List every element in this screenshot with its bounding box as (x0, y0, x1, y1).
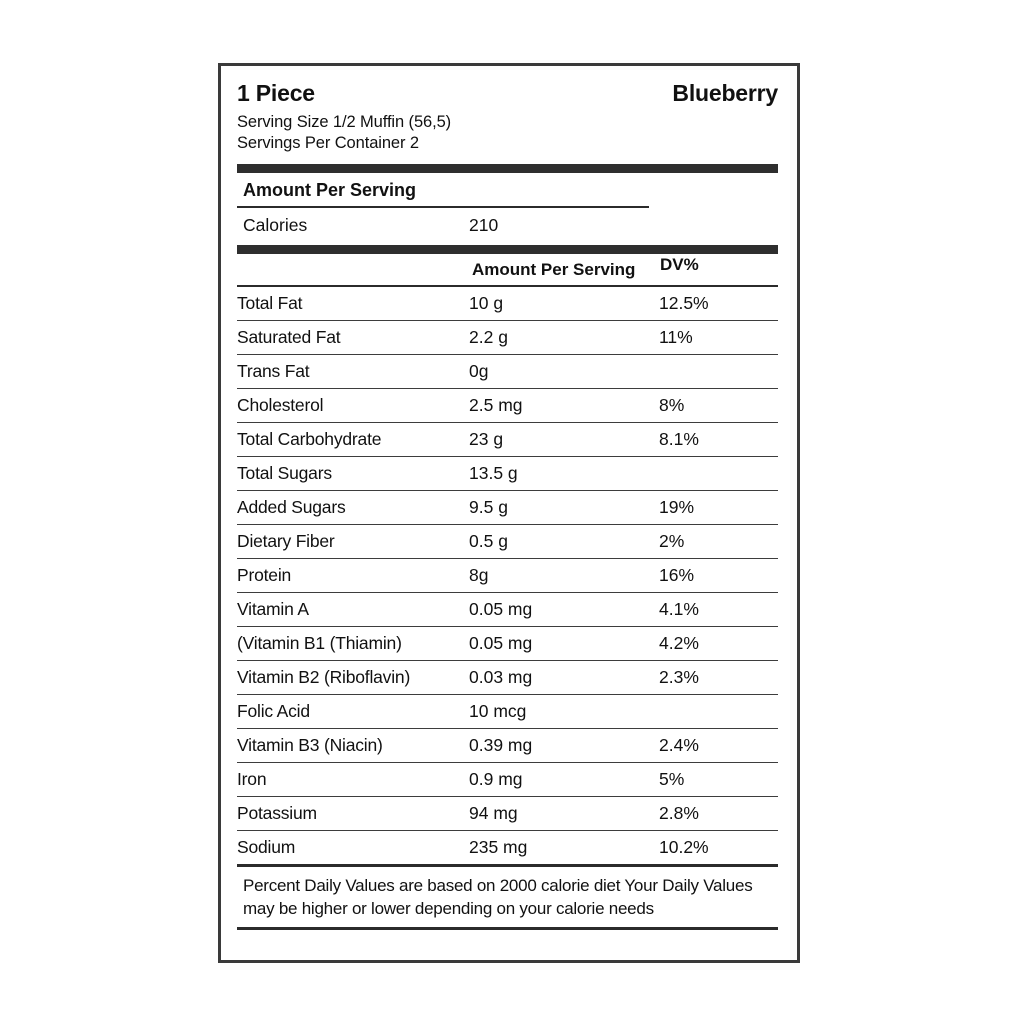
table-row (237, 457, 778, 491)
table-header-row (237, 254, 778, 286)
nutrient-name: Potassium (237, 797, 469, 831)
nutrient-amount: 10 g (469, 286, 659, 321)
nutrient-daily-value: 16% (659, 559, 778, 593)
nutrient-name: Total Fat (237, 286, 469, 321)
divider-thick-mid (237, 245, 778, 254)
nutrient-name: Saturated Fat (237, 321, 469, 355)
table-row (237, 593, 778, 627)
nutrient-amount: 13.5 g (469, 457, 659, 491)
table-row (237, 423, 778, 457)
divider-below-footnote (237, 927, 778, 930)
table-row (237, 491, 778, 525)
table-row (237, 389, 778, 423)
nutrient-daily-value: 2% (659, 525, 778, 559)
nutrient-amount: 8g (469, 559, 659, 593)
table-row (237, 627, 778, 661)
nutrient-daily-value: 8% (659, 389, 778, 423)
calories-row (237, 208, 782, 245)
nutrition-table (237, 254, 778, 864)
nutrient-daily-value: 2.8% (659, 797, 778, 831)
amount-per-serving-heading: Amount Per Serving (243, 180, 417, 200)
daily-value-footnote: Percent Daily Values are based on 2000 calorie diet Your Daily Values may be higher or lower depending on your calorie needs (243, 876, 753, 919)
nutrient-amount: 2.5 mg (469, 389, 659, 423)
nutrient-amount: 9.5 g (469, 491, 659, 525)
nutrient-amount: 0.39 mg (469, 729, 659, 763)
nutrient-daily-value (659, 457, 778, 491)
table-row (237, 695, 778, 729)
nutrient-name: Dietary Fiber (237, 525, 469, 559)
nutrient-name: Total Sugars (237, 457, 469, 491)
flavor-title: Blueberry (672, 80, 778, 106)
table-row (237, 355, 778, 389)
nutrient-name: Vitamin A (237, 593, 469, 627)
nutrient-name: Vitamin B2 (Riboflavin) (237, 661, 469, 695)
spacer-above-top-bar (237, 154, 782, 164)
column-header-amount: Amount Per Serving (472, 260, 636, 280)
nutrient-daily-value: 10.2% (659, 831, 778, 865)
table-row (237, 797, 778, 831)
nutrition-facts-label (218, 63, 800, 963)
nutrition-table-body (237, 286, 778, 864)
nutrient-daily-value: 2.4% (659, 729, 778, 763)
nutrient-daily-value: 4.1% (659, 593, 778, 627)
nutrient-amount: 10 mcg (469, 695, 659, 729)
nutrient-daily-value (659, 695, 778, 729)
nutrient-name: Total Carbohydrate (237, 423, 469, 457)
calories-label: Calories (243, 215, 308, 236)
nutrient-amount: 23 g (469, 423, 659, 457)
nutrition-table-head (237, 254, 778, 286)
nutrient-name: Sodium (237, 831, 469, 865)
nutrient-name: Protein (237, 559, 469, 593)
page-title: 1 Piece (237, 80, 315, 106)
table-row (237, 321, 778, 355)
nutrient-daily-value: 5% (659, 763, 778, 797)
nutrient-daily-value: 19% (659, 491, 778, 525)
nutrient-name: Added Sugars (237, 491, 469, 525)
nutrient-amount: 0.03 mg (469, 661, 659, 695)
nutrient-name: Cholesterol (237, 389, 469, 423)
footer-section (237, 864, 778, 930)
nutrient-daily-value (659, 355, 778, 389)
nutrient-name: Trans Fat (237, 355, 469, 389)
serving-info (237, 112, 782, 154)
nutrient-amount: 235 mg (469, 831, 659, 865)
divider-thick-top (237, 164, 778, 173)
nutrient-daily-value: 8.1% (659, 423, 778, 457)
serving-size-text: Serving Size 1/2 Muffin (56,5) (237, 113, 452, 131)
nutrient-amount: 0.05 mg (469, 627, 659, 661)
nutrient-daily-value: 4.2% (659, 627, 778, 661)
column-header-dv: DV% (660, 255, 699, 275)
nutrient-amount: 0.9 mg (469, 763, 659, 797)
nutrient-amount: 2.2 g (469, 321, 659, 355)
nutrient-name: Vitamin B3 (Niacin) (237, 729, 469, 763)
nutrient-daily-value: 2.3% (659, 661, 778, 695)
nutrient-daily-value: 12.5% (659, 286, 778, 321)
nutrient-daily-value: 11% (659, 321, 778, 355)
label-inner (237, 79, 782, 930)
servings-per-container-text: Servings Per Container 2 (237, 134, 419, 152)
table-row (237, 559, 778, 593)
nutrient-amount: 0.05 mg (469, 593, 659, 627)
nutrient-name: Folic Acid (237, 695, 469, 729)
nutrient-name: (Vitamin B1 (Thiamin) (237, 627, 469, 661)
nutrient-amount: 0g (469, 355, 659, 389)
calories-value: 210 (469, 215, 499, 236)
table-row (237, 525, 778, 559)
column-header-nutrient (237, 254, 469, 286)
nutrient-amount: 0.5 g (469, 525, 659, 559)
table-row (237, 286, 778, 321)
nutrient-name: Iron (237, 763, 469, 797)
nutrient-amount: 94 mg (469, 797, 659, 831)
label-header (237, 79, 778, 107)
table-row (237, 661, 778, 695)
table-row (237, 763, 778, 797)
table-row (237, 831, 778, 865)
table-row (237, 729, 778, 763)
